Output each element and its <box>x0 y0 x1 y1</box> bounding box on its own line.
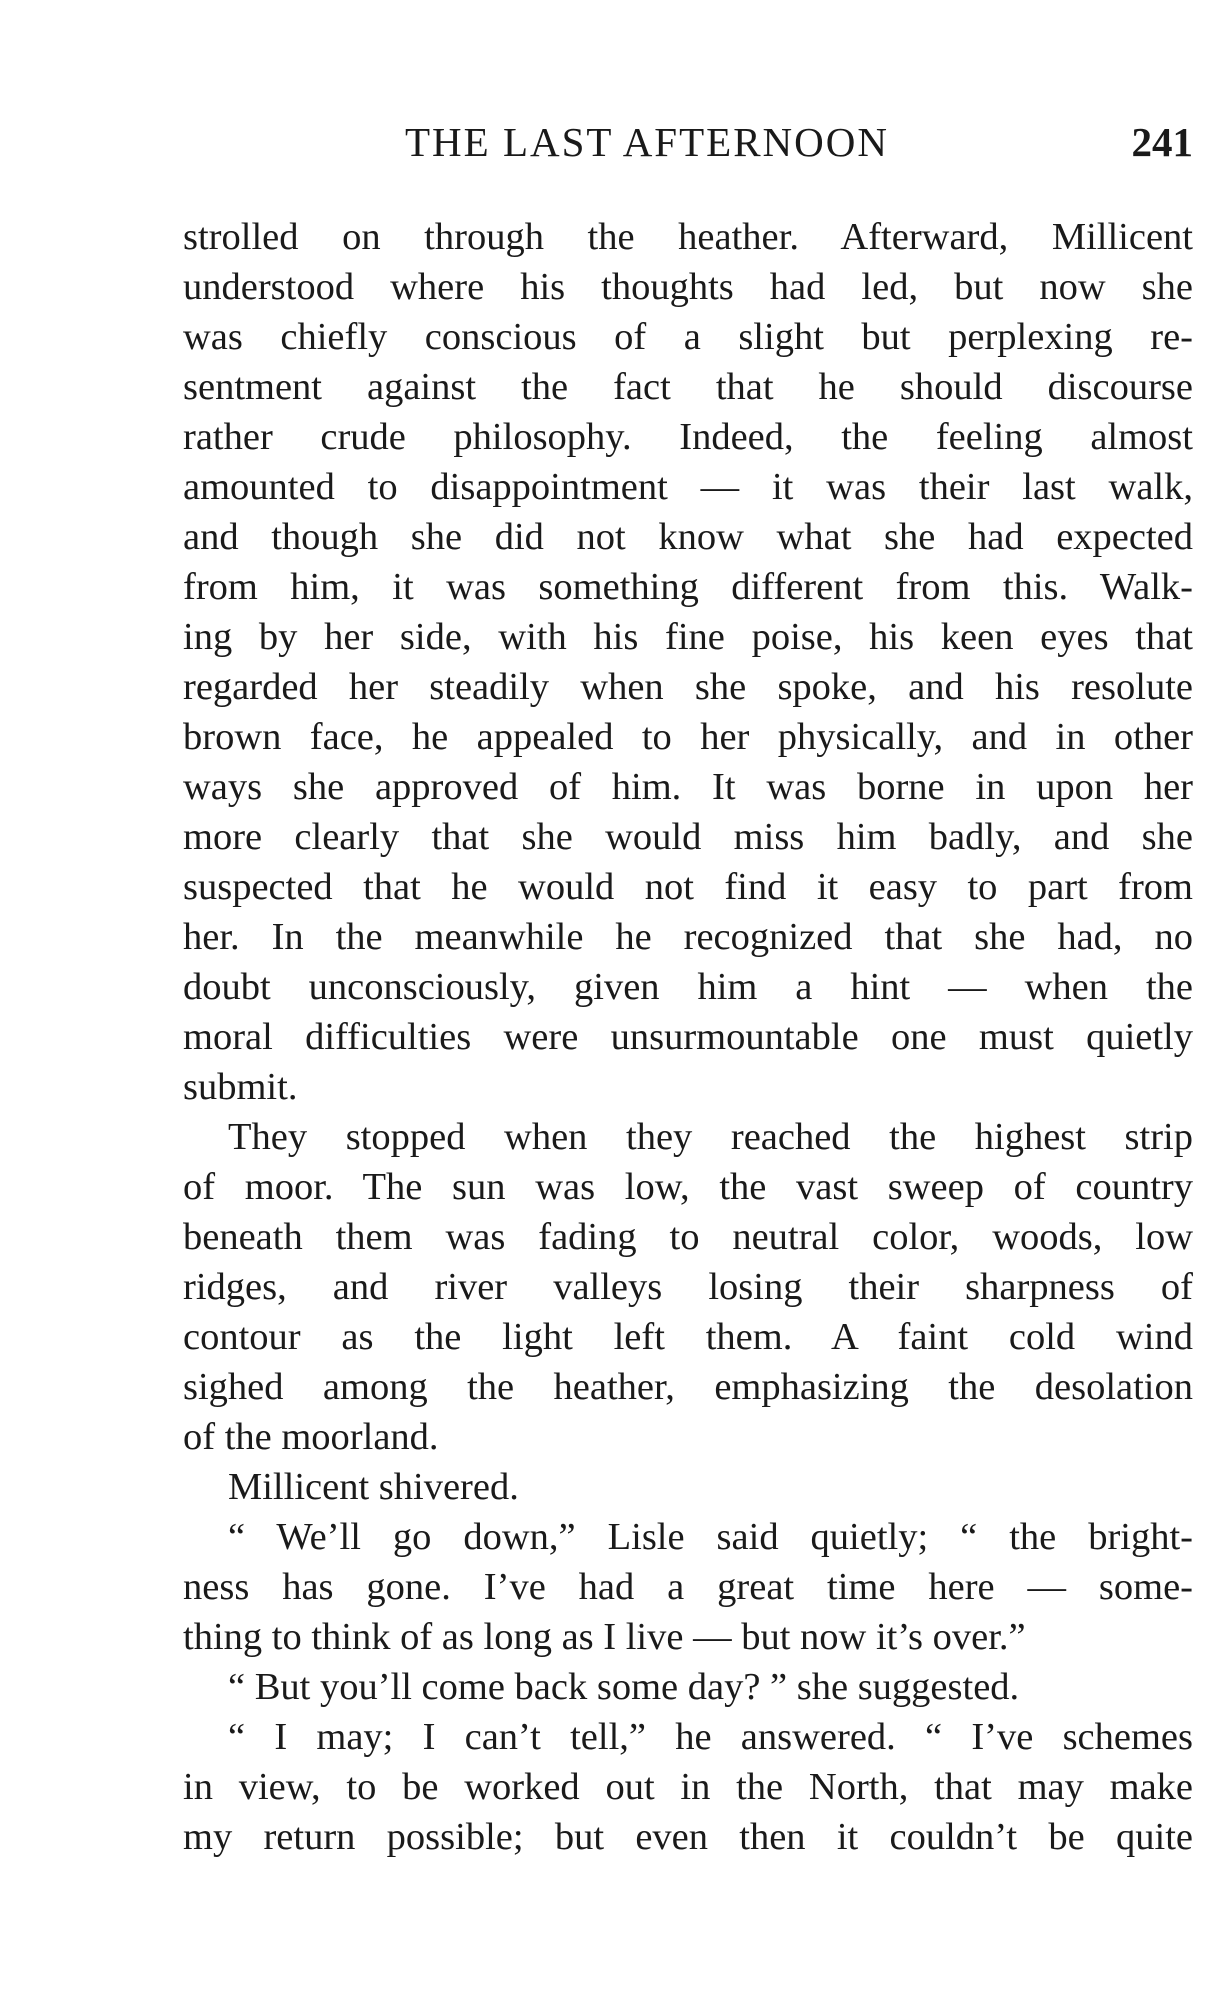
text-line: suspected that he would not find it easy to part from <box>183 866 1193 908</box>
text-line: in view, to be worked out in the North, that may make <box>183 1766 1193 1808</box>
text-line: understood where his thoughts had led, but now she <box>183 266 1193 308</box>
text-line: moral difficulties were unsurmountable one must quietly <box>183 1016 1193 1058</box>
text-line: ness has gone. I’ve had a great time here — some- <box>183 1566 1193 1608</box>
text-line: submit. <box>183 1066 298 1108</box>
text-line: rather crude philosophy. Indeed, the feeling almost <box>183 416 1193 458</box>
text-line: my return possible; but even then it couldn’t be quite <box>183 1816 1193 1858</box>
text-line: “ But you’ll come back some day? ” she suggested. <box>228 1666 1020 1708</box>
text-line: of moor. The sun was low, the vast sweep of country <box>183 1166 1193 1208</box>
page-number: 241 <box>1131 119 1193 165</box>
text-line: contour as the light left them. A faint cold wind <box>183 1316 1193 1358</box>
text-line: doubt unconsciously, given him a hint — when the <box>183 966 1193 1008</box>
text-line: brown face, he appealed to her physically, and in other <box>183 716 1193 758</box>
text-line: ridges, and river valleys losing their sharpness of <box>183 1266 1193 1308</box>
text-line: ways she approved of him. It was borne in upon her <box>183 766 1193 808</box>
text-line: “ I may; I can’t tell,” he answered. “ I’ve schemes <box>228 1716 1193 1758</box>
text-line: from him, it was something different from this. Walk- <box>183 566 1193 608</box>
text-line: was chiefly conscious of a slight but perplexing re- <box>183 316 1193 358</box>
text-line: “ We’ll go down,” Lisle said quietly; “ the bright- <box>228 1516 1193 1558</box>
text-line: and though she did not know what she had expected <box>183 516 1193 558</box>
text-line: regarded her steadily when she spoke, and his resolute <box>183 666 1193 708</box>
text-line: beneath them was fading to neutral color, woods, low <box>183 1216 1193 1258</box>
text-line: They stopped when they reached the highest strip <box>228 1116 1193 1158</box>
text-line: her. In the meanwhile he recognized that she had, no <box>183 916 1193 958</box>
running-title: THE LAST AFTERNOON <box>405 119 889 165</box>
running-head <box>183 118 1193 168</box>
text-line: of the moorland. <box>183 1416 439 1458</box>
text-line: thing to think of as long as I live — but now it’s over.” <box>183 1616 1026 1658</box>
text-line: ing by her side, with his fine poise, his keen eyes that <box>183 616 1193 658</box>
body-text <box>183 212 1193 1862</box>
text-line: more clearly that she would miss him badly, and she <box>183 816 1193 858</box>
text-line: Millicent shivered. <box>228 1466 519 1508</box>
text-line: strolled on through the heather. Afterward, Millicent <box>183 216 1193 258</box>
text-line: sentment against the fact that he should discourse <box>183 366 1193 408</box>
text-line: amounted to disappointment — it was their last walk, <box>183 466 1193 508</box>
text-line: sighed among the heather, emphasizing the desolation <box>183 1366 1193 1408</box>
